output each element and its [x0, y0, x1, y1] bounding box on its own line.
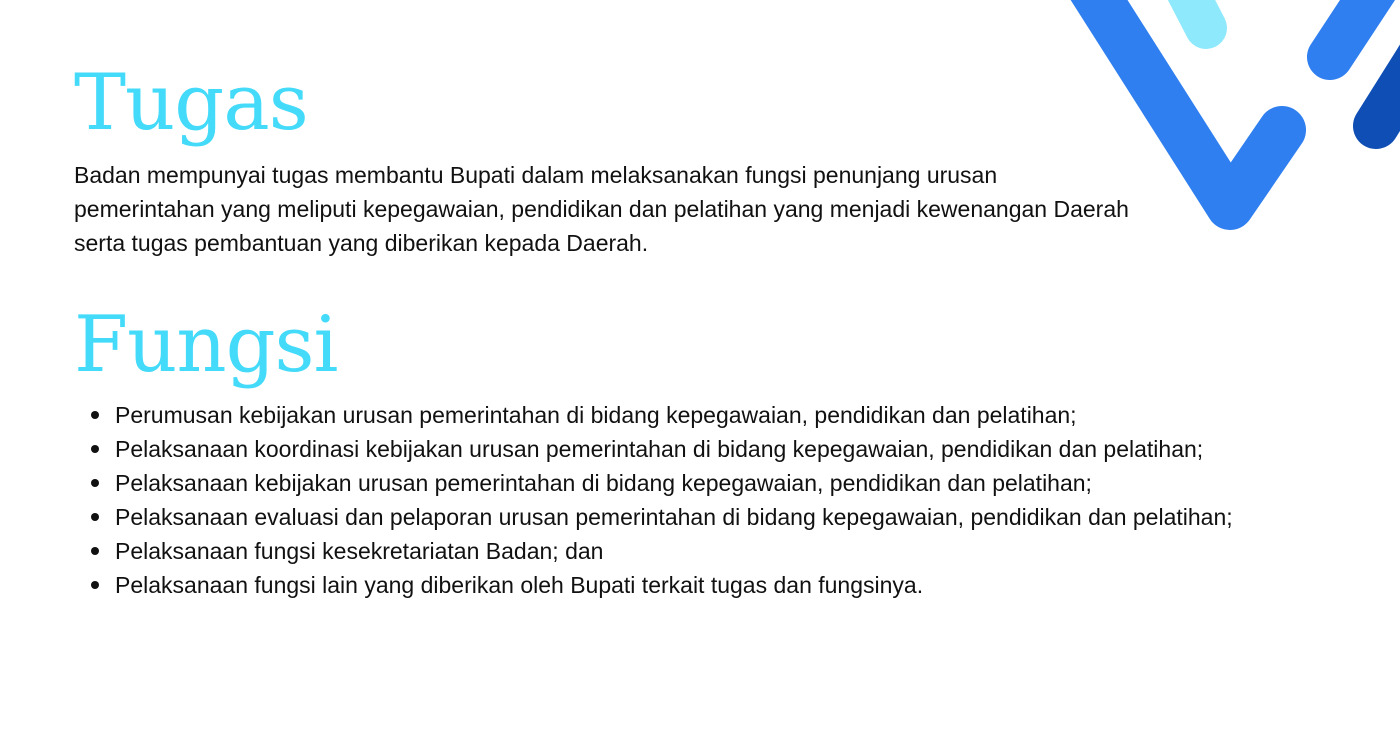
fungsi-item-text: Perumusan kebijakan urusan pemerintahan di bidang kepegawaian, pendidikan dan pelatihan; — [115, 402, 1077, 428]
fungsi-item-text: Pelaksanaan koordinasi kebijakan urusan pemerintahan di bidang kepegawaian, pendidikan dan pelatihan; — [115, 436, 1204, 462]
fungsi-list-item — [74, 432, 1254, 466]
bullet-icon — [91, 411, 99, 419]
fungsi-item-text: Pelaksanaan fungsi lain yang diberikan oleh Bupati terkait tugas dan fungsinya. — [115, 572, 924, 598]
bullet-icon — [91, 547, 99, 555]
fungsi-list-item — [74, 534, 1254, 568]
blue-upper-stripe — [1330, 0, 1382, 57]
fungsi-list-item — [74, 500, 1254, 534]
fungsi-list-item — [74, 398, 1254, 432]
fungsi-list-item — [74, 466, 1254, 500]
bullet-icon — [91, 445, 99, 453]
fungsi-list — [74, 398, 1254, 602]
bullet-icon — [91, 479, 99, 487]
bullet-icon — [91, 581, 99, 589]
fungsi-item-text: Pelaksanaan kebijakan urusan pemerintahan di bidang kepegawaian, pendidikan dan pelatihan; — [115, 470, 1092, 496]
fungsi-item-text: Pelaksanaan fungsi kesekretariatan Badan; dan — [115, 538, 604, 564]
bullet-icon — [91, 513, 99, 521]
light-cyan-stripe — [1176, 0, 1206, 28]
tugas-heading: Tugas — [74, 58, 308, 148]
fungsi-heading: Fungsi — [74, 300, 338, 390]
dark-blue-stripe — [1376, 40, 1400, 126]
fungsi-list-item — [74, 568, 1254, 602]
tugas-description: Badan mempunyai tugas membantu Bupati dalam melaksanakan fungsi penunjang urusan pemerintahan yang meliputi kepegawaian, pendidikan dan pelatihan yang menjadi kewenangan Daerah serta tugas pembantuan yang diberikan kepada Daerah. — [74, 162, 1129, 256]
fungsi-item-text: Pelaksanaan evaluasi dan pelaporan urusan pemerintahan di bidang kepegawaian, pendidikan dan pelatihan; — [115, 504, 1233, 530]
